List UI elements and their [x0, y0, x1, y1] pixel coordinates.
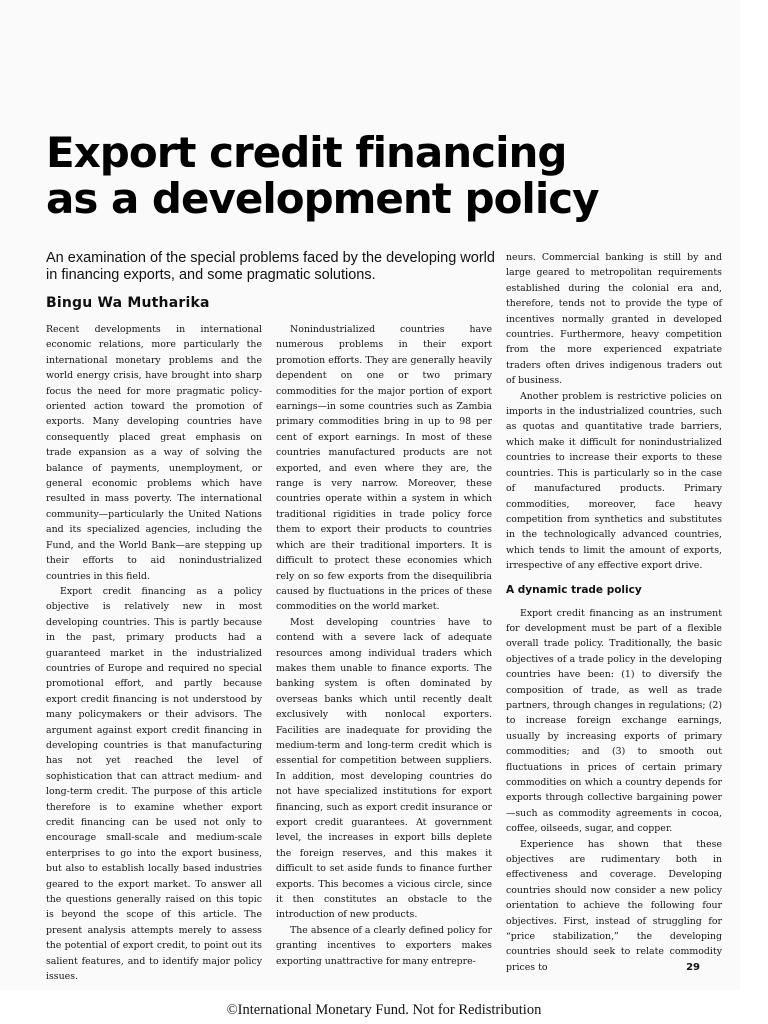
- section-heading: A dynamic trade policy: [506, 583, 642, 596]
- page-number: 29: [686, 962, 700, 973]
- paragraph: The absence of a clearly defined policy for granting incentives to exporters makes exporting unattractive for many entrepre-: [276, 924, 492, 967]
- text-column-1: [46, 322, 262, 984]
- article-title: [46, 130, 726, 222]
- paragraph: neurs. Commercial banking is still by and large geared to metropolitan requirements established during the colonial era and, therefore, tends not to provide the type of incentives normally granted in developed countries. Furthermore, heavy competition from the more experienced expatriate traders often drives indigenous traders out of business.: [506, 252, 722, 387]
- paragraph: Most developing countries have to contend with a severe lack of adequate resources among individual traders which makes them unable to finance exports. The banking system is often dominated by overseas banks which until recently dealt exclusively with nonlocal exporters. Facilities are inadequate for providing the medium-term and long-term credit which is essential for competition between suppliers. In addition, most developing countries do not have specialized institutions for export financing, such as export credit insurance or export credit guarantees. At government level, the increases in export bills deplete the foreign reserves, and this makes it difficult to set aside funds to finance further exports. This becomes a vicious circle, since it then constitutes an obstacle to the introduction of new products.: [276, 616, 492, 921]
- article-title-line-2: as a development policy: [46, 174, 599, 223]
- copyright-notice: ©International Monetary Fund. Not for Redistribution: [226, 1002, 542, 1018]
- paragraph: Nonindustrialized countries have numerous problems in their export promotion efforts. They are generally heavily dependent on one or two primary commodities for the major portion of export earnings—in some countries such as Zambia primary commodities bring in up to 98 per cent of export earnings. In most of these countries manufactured products are not exported, and even where they are, the range is very narrow. Moreover, these countries operate within a system in which traditional rigidities in trade policy force them to export their products to countries which are their traditional importers. It is difficult to protect these economies which rely on so few exports from the disequilibria caused by fluctuations in the prices of these commodities on the world market.: [276, 324, 492, 613]
- text-column-3: [506, 250, 722, 975]
- paragraph: Recent developments in international economic relations, more particularly the international monetary problems and the world energy crisis, have brought into sharp focus the need for more pragmatic policy-oriented action toward the promotion of exports. Many developing countries have consequently placed great emphasis on trade expansion as a way of solving the balance of payments, unemployment, or general economic problems which have resulted in mass poverty. The international community—particularly the United Nations and its specialized agencies, including the Fund, and the World Bank—are stepping up their efforts to aid nonindustrialized countries in this field.: [46, 324, 262, 582]
- paragraph: Export credit financing as an instrument for development must be part of a flexible overall trade policy. Traditionally, the basic objectives of a trade policy in the developing countries have been: (1) to diversify the composition of trade, as well as trade partners, through changes in regulations; (2) to increase foreign exchange earnings, usually by increasing exports of primary commodities; and (3) to smooth out fluctuations in prices of certain primary commodities on which a country depends for exports through collective bargaining power—such as commodity agreements in cocoa, coffee, oilseeds, sugar, and copper.: [506, 607, 722, 835]
- article-title-line-1: Export credit financing: [46, 128, 567, 177]
- paragraph: Another problem is restrictive policies on imports in the industrialized countries, such as quotas and quantitative trade barriers, which make it difficult for nonindustrialized countries to increase their exports to these countries. This is particularly so in the case of manufactured products. Primary commodities, moreover, face heavy competition from synthetics and substitutes in the technologically advanced countries, which tends to limit the amount of exports, irrespective of any effective export drive.: [506, 390, 722, 572]
- article-author: Bingu Wa Mutharika: [46, 295, 210, 311]
- paragraph: Experience has shown that these objectives are rudimentary both in effectiveness and coverage. Developing countries should now consider a new policy orientation to achieve the following four objectives. First, instead of struggling for “price stabilization,” the developing countries should seek to relate commodity prices to: [506, 838, 722, 973]
- text-column-2: [276, 322, 492, 969]
- paragraph: Export credit financing as a policy objective is relatively new in most developing countries. This is partly because in the past, primary products had a guaranteed market in the industrialized countries of Europe and required no special promotional effort, and partly because export credit financing is not understood by many policymakers or their advisors. The argument against export credit financing in developing countries is that manufacturing has not yet reached the level of sophistication that can attract medium- and long-term credit. The purpose of this article therefore is to examine whether export credit financing can be used not only to encourage small-scale and medium-scale enterprises to go into the export business, but also to establish locally based industries geared to the export market. To answer all the questions generally raised on this topic is beyond the scope of this article. The present analysis attempts merely to assess the potential of export credit, to point out its salient features, and to identify major policy issues.: [46, 585, 262, 983]
- article-subtitle: An examination of the special problems faced by the developing world in financing exports, and some pragmatic solutions.: [46, 250, 495, 283]
